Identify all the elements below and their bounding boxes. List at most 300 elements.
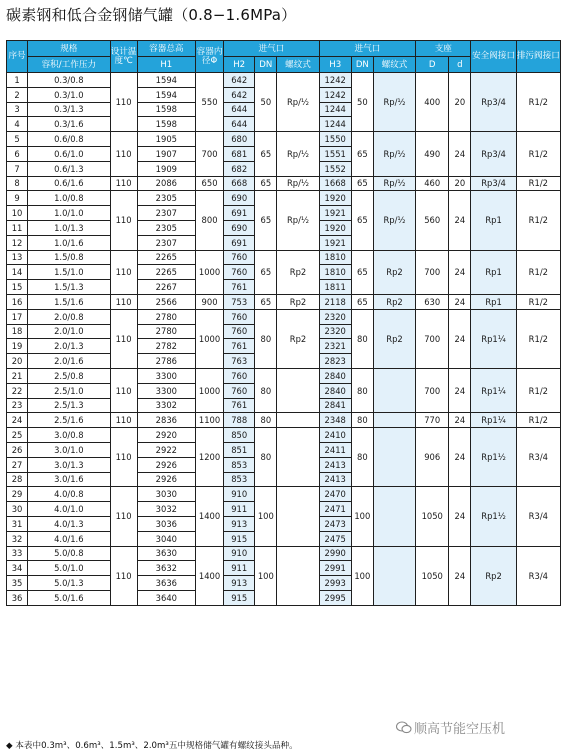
cell-safety-valve: Rp1 bbox=[471, 250, 516, 294]
cell-index: 23 bbox=[7, 398, 28, 413]
cell-thread-inlet bbox=[277, 368, 319, 412]
cell-inner-dia: 1400 bbox=[195, 487, 223, 546]
cell-index: 9 bbox=[7, 191, 28, 206]
cell-h3: 1810 bbox=[319, 250, 351, 265]
cell-support-d-big: 700 bbox=[416, 309, 449, 368]
header-design-temp: 设计温度℃ bbox=[110, 41, 137, 73]
cell-total-height: 2307 bbox=[137, 235, 195, 250]
cell-thread-outlet: Rp2 bbox=[373, 309, 415, 368]
cell-h3: 2470 bbox=[319, 487, 351, 502]
cell-dn-outlet: 65 bbox=[351, 191, 373, 250]
header-h3: H3 bbox=[319, 57, 351, 73]
cell-index: 19 bbox=[7, 339, 28, 354]
cell-design-temp: 110 bbox=[110, 309, 137, 368]
cell-spec: 2.0/0.8 bbox=[28, 309, 110, 324]
cell-total-height: 2305 bbox=[137, 220, 195, 235]
footnote: ◆ 本表中0.3m³、0.6m³、1.5m³、2.0m³五中规格储气罐有螺纹接头品种。 bbox=[6, 741, 298, 751]
cell-total-height: 2922 bbox=[137, 442, 195, 457]
cell-dn-inlet: 65 bbox=[255, 191, 277, 250]
cell-h2: 642 bbox=[224, 87, 255, 102]
cell-spec: 1.5/1.0 bbox=[28, 265, 110, 280]
cell-dn-outlet: 80 bbox=[351, 309, 373, 368]
cell-index: 4 bbox=[7, 117, 28, 132]
cell-h3: 2410 bbox=[319, 428, 351, 443]
cell-h2: 761 bbox=[224, 339, 255, 354]
cell-spec: 3.0/1.6 bbox=[28, 472, 110, 487]
cell-drain-valve: R1/2 bbox=[516, 294, 560, 309]
cell-support-d-big: 700 bbox=[416, 368, 449, 412]
cell-h3: 1811 bbox=[319, 280, 351, 295]
cell-total-height: 3300 bbox=[137, 368, 195, 383]
cell-dn-outlet: 80 bbox=[351, 368, 373, 412]
cell-design-temp: 110 bbox=[110, 250, 137, 294]
cell-total-height: 2265 bbox=[137, 265, 195, 280]
cell-dn-outlet: 80 bbox=[351, 413, 373, 428]
cell-thread-outlet: Rp/½ bbox=[373, 73, 415, 132]
cell-index: 18 bbox=[7, 324, 28, 339]
cell-h2: 691 bbox=[224, 206, 255, 221]
cell-h3: 1668 bbox=[319, 176, 351, 191]
cell-spec: 2.0/1.3 bbox=[28, 339, 110, 354]
spec-table bbox=[6, 40, 561, 606]
cell-h3: 2413 bbox=[319, 457, 351, 472]
cell-h2: 913 bbox=[224, 516, 255, 531]
cell-index: 31 bbox=[7, 516, 28, 531]
cell-inner-dia: 900 bbox=[195, 294, 223, 309]
cell-spec: 0.6/1.6 bbox=[28, 176, 110, 191]
cell-drain-valve: R1/2 bbox=[516, 176, 560, 191]
cell-index: 36 bbox=[7, 590, 28, 605]
cell-inner-dia: 800 bbox=[195, 191, 223, 250]
cell-h2: 911 bbox=[224, 561, 255, 576]
cell-index: 15 bbox=[7, 280, 28, 295]
cell-index: 32 bbox=[7, 531, 28, 546]
cell-total-height: 1905 bbox=[137, 132, 195, 147]
cell-index: 26 bbox=[7, 442, 28, 457]
cell-h3: 2320 bbox=[319, 309, 351, 324]
cell-support-d-small: 24 bbox=[449, 294, 471, 309]
cell-index: 8 bbox=[7, 176, 28, 191]
cell-index: 17 bbox=[7, 309, 28, 324]
cell-spec: 1.5/1.3 bbox=[28, 280, 110, 295]
cell-thread-outlet: Rp/½ bbox=[373, 191, 415, 250]
cell-h3: 1242 bbox=[319, 73, 351, 88]
cell-h2: 761 bbox=[224, 280, 255, 295]
header-drain-valve: 排污阀接口 bbox=[516, 41, 560, 73]
cell-h3: 2823 bbox=[319, 354, 351, 369]
cell-dn-outlet: 80 bbox=[351, 428, 373, 487]
cell-support-d-small: 24 bbox=[449, 191, 471, 250]
cell-inner-dia: 550 bbox=[195, 73, 223, 132]
cell-h2: 668 bbox=[224, 176, 255, 191]
cell-h3: 2413 bbox=[319, 472, 351, 487]
cell-dn-outlet: 100 bbox=[351, 487, 373, 546]
cell-index: 28 bbox=[7, 472, 28, 487]
cell-dn-outlet: 65 bbox=[351, 132, 373, 176]
cell-total-height: 2780 bbox=[137, 309, 195, 324]
cell-h2: 910 bbox=[224, 546, 255, 561]
cell-support-d-small: 24 bbox=[449, 309, 471, 368]
cell-support-d-big: 630 bbox=[416, 294, 449, 309]
cell-h3: 1920 bbox=[319, 191, 351, 206]
cell-safety-valve: Rp1 bbox=[471, 294, 516, 309]
cell-spec: 3.0/0.8 bbox=[28, 428, 110, 443]
cell-drain-valve: R1/2 bbox=[516, 250, 560, 294]
cell-inner-dia: 1000 bbox=[195, 309, 223, 368]
cell-spec: 5.0/1.6 bbox=[28, 590, 110, 605]
cell-spec: 2.0/1.6 bbox=[28, 354, 110, 369]
cell-index: 25 bbox=[7, 428, 28, 443]
table-row bbox=[7, 176, 561, 191]
cell-index: 33 bbox=[7, 546, 28, 561]
cell-total-height: 3630 bbox=[137, 546, 195, 561]
cell-dn-inlet: 80 bbox=[255, 413, 277, 428]
header-dn-inlet: DN bbox=[255, 57, 277, 73]
cell-index: 14 bbox=[7, 265, 28, 280]
cell-support-d-small: 20 bbox=[449, 73, 471, 132]
cell-support-d-big: 400 bbox=[416, 73, 449, 132]
cell-spec: 2.5/1.0 bbox=[28, 383, 110, 398]
cell-index: 24 bbox=[7, 413, 28, 428]
cell-h2: 760 bbox=[224, 368, 255, 383]
cell-drain-valve: R3/4 bbox=[516, 487, 560, 546]
cell-total-height: 1907 bbox=[137, 146, 195, 161]
cell-support-d-big: 1050 bbox=[416, 546, 449, 605]
cell-spec: 0.3/0.8 bbox=[28, 73, 110, 88]
cell-total-height: 2086 bbox=[137, 176, 195, 191]
cell-thread-inlet bbox=[277, 413, 319, 428]
cell-h3: 2993 bbox=[319, 576, 351, 591]
cell-thread-outlet bbox=[373, 487, 415, 546]
cell-h3: 2320 bbox=[319, 324, 351, 339]
cell-thread-inlet: Rp/½ bbox=[277, 191, 319, 250]
cell-total-height: 1598 bbox=[137, 117, 195, 132]
header-support-d-big: D bbox=[416, 57, 449, 73]
cell-thread-outlet: Rp/½ bbox=[373, 176, 415, 191]
cell-drain-valve: R3/4 bbox=[516, 546, 560, 605]
header-h2: H2 bbox=[224, 57, 255, 73]
cell-h2: 690 bbox=[224, 191, 255, 206]
cell-spec: 1.0/1.6 bbox=[28, 235, 110, 250]
table-row bbox=[7, 546, 561, 561]
cell-spec: 3.0/1.3 bbox=[28, 457, 110, 472]
cell-thread-outlet: Rp/½ bbox=[373, 132, 415, 176]
cell-support-d-big: 700 bbox=[416, 250, 449, 294]
cell-inner-dia: 650 bbox=[195, 176, 223, 191]
cell-drain-valve: R3/4 bbox=[516, 428, 560, 487]
header-support-d-small: d bbox=[449, 57, 471, 73]
cell-index: 21 bbox=[7, 368, 28, 383]
cell-h3: 1244 bbox=[319, 102, 351, 117]
cell-spec: 2.5/0.8 bbox=[28, 368, 110, 383]
cell-h3: 1242 bbox=[319, 87, 351, 102]
cell-h2: 763 bbox=[224, 354, 255, 369]
cell-support-d-big: 460 bbox=[416, 176, 449, 191]
cell-index: 5 bbox=[7, 132, 28, 147]
cell-total-height: 2786 bbox=[137, 354, 195, 369]
cell-spec: 1.0/1.3 bbox=[28, 220, 110, 235]
cell-index: 11 bbox=[7, 220, 28, 235]
cell-drain-valve: R1/2 bbox=[516, 191, 560, 250]
cell-total-height: 2782 bbox=[137, 339, 195, 354]
cell-support-d-big: 560 bbox=[416, 191, 449, 250]
cell-safety-valve: Rp1¼ bbox=[471, 309, 516, 368]
cell-thread-inlet: Rp2 bbox=[277, 250, 319, 294]
cell-spec: 0.3/1.6 bbox=[28, 117, 110, 132]
cell-spec: 3.0/1.0 bbox=[28, 442, 110, 457]
cell-spec: 1.5/1.6 bbox=[28, 294, 110, 309]
cell-thread-outlet bbox=[373, 413, 415, 428]
cell-drain-valve: R1/2 bbox=[516, 73, 560, 132]
cell-safety-valve: Rp1¼ bbox=[471, 368, 516, 412]
cell-h3: 2991 bbox=[319, 561, 351, 576]
cell-spec: 0.6/1.3 bbox=[28, 161, 110, 176]
cell-index: 2 bbox=[7, 87, 28, 102]
cell-spec: 5.0/1.3 bbox=[28, 576, 110, 591]
cell-index: 12 bbox=[7, 235, 28, 250]
cell-h3: 2840 bbox=[319, 368, 351, 383]
cell-support-d-big: 906 bbox=[416, 428, 449, 487]
cell-design-temp: 110 bbox=[110, 294, 137, 309]
cell-index: 16 bbox=[7, 294, 28, 309]
header-safety-valve: 安全阀接口 bbox=[471, 41, 516, 73]
cell-h3: 1921 bbox=[319, 235, 351, 250]
cell-safety-valve: Rp3/4 bbox=[471, 73, 516, 132]
cell-support-d-small: 24 bbox=[449, 413, 471, 428]
cell-total-height: 2305 bbox=[137, 191, 195, 206]
cell-h3: 2321 bbox=[319, 339, 351, 354]
cell-design-temp: 110 bbox=[110, 487, 137, 546]
cell-index: 6 bbox=[7, 146, 28, 161]
cell-index: 1 bbox=[7, 73, 28, 88]
cell-design-temp: 110 bbox=[110, 191, 137, 250]
table-row bbox=[7, 368, 561, 383]
cell-thread-inlet bbox=[277, 428, 319, 487]
cell-total-height: 2780 bbox=[137, 324, 195, 339]
cell-spec: 1.5/0.8 bbox=[28, 250, 110, 265]
cell-dn-outlet: 100 bbox=[351, 546, 373, 605]
cell-dn-inlet: 80 bbox=[255, 428, 277, 487]
cell-h2: 682 bbox=[224, 161, 255, 176]
header-dn-outlet: DN bbox=[351, 57, 373, 73]
cell-spec: 4.0/0.8 bbox=[28, 487, 110, 502]
header-inlet: 进气口 bbox=[224, 41, 320, 57]
cell-support-d-big: 1050 bbox=[416, 487, 449, 546]
table-row bbox=[7, 487, 561, 502]
cell-h2: 910 bbox=[224, 487, 255, 502]
table-row bbox=[7, 294, 561, 309]
page-title: 碳素钢和低合金钢储气罐（0.8−1.6MPa） bbox=[6, 6, 297, 24]
cell-dn-inlet: 80 bbox=[255, 368, 277, 412]
cell-spec: 1.0/1.0 bbox=[28, 206, 110, 221]
cell-spec: 5.0/1.0 bbox=[28, 561, 110, 576]
cell-spec: 2.5/1.3 bbox=[28, 398, 110, 413]
cell-total-height: 2926 bbox=[137, 457, 195, 472]
cell-h3: 1810 bbox=[319, 265, 351, 280]
cell-total-height: 3632 bbox=[137, 561, 195, 576]
cell-total-height: 3302 bbox=[137, 398, 195, 413]
cell-h2: 788 bbox=[224, 413, 255, 428]
cell-h3: 2841 bbox=[319, 398, 351, 413]
cell-support-d-small: 24 bbox=[449, 546, 471, 605]
cell-thread-outlet bbox=[373, 546, 415, 605]
cell-drain-valve: R1/2 bbox=[516, 413, 560, 428]
cell-inner-dia: 700 bbox=[195, 132, 223, 176]
cell-safety-valve: Rp1½ bbox=[471, 428, 516, 487]
cell-dn-inlet: 100 bbox=[255, 546, 277, 605]
cell-safety-valve: Rp2 bbox=[471, 546, 516, 605]
wechat-icon bbox=[396, 721, 412, 738]
cell-safety-valve: Rp3/4 bbox=[471, 176, 516, 191]
cell-h2: 760 bbox=[224, 324, 255, 339]
cell-h2: 644 bbox=[224, 102, 255, 117]
cell-h2: 760 bbox=[224, 309, 255, 324]
table-row bbox=[7, 309, 561, 324]
cell-spec: 4.0/1.3 bbox=[28, 516, 110, 531]
header-outlet: 进气口 bbox=[319, 41, 416, 57]
cell-support-d-small: 24 bbox=[449, 132, 471, 176]
cell-h2: 753 bbox=[224, 294, 255, 309]
cell-support-d-small: 24 bbox=[449, 428, 471, 487]
cell-safety-valve: Rp3/4 bbox=[471, 132, 516, 176]
cell-inner-dia: 1200 bbox=[195, 428, 223, 487]
cell-spec: 4.0/1.0 bbox=[28, 502, 110, 517]
cell-total-height: 1594 bbox=[137, 73, 195, 88]
header-index: 序号 bbox=[7, 41, 28, 73]
cell-total-height: 2926 bbox=[137, 472, 195, 487]
cell-inner-dia: 1000 bbox=[195, 368, 223, 412]
watermark bbox=[396, 718, 505, 738]
cell-inner-dia: 1100 bbox=[195, 413, 223, 428]
header-thread-inlet: 螺纹式 bbox=[277, 57, 319, 73]
header-total-height-sub: H1 bbox=[137, 57, 195, 73]
cell-design-temp: 110 bbox=[110, 176, 137, 191]
table-row bbox=[7, 132, 561, 147]
cell-thread-inlet bbox=[277, 487, 319, 546]
cell-index: 22 bbox=[7, 383, 28, 398]
cell-total-height: 3300 bbox=[137, 383, 195, 398]
cell-index: 29 bbox=[7, 487, 28, 502]
cell-h2: 915 bbox=[224, 590, 255, 605]
cell-total-height: 1598 bbox=[137, 102, 195, 117]
cell-h2: 850 bbox=[224, 428, 255, 443]
cell-thread-outlet bbox=[373, 368, 415, 412]
cell-dn-inlet: 65 bbox=[255, 250, 277, 294]
cell-h3: 1550 bbox=[319, 132, 351, 147]
cell-h3: 2348 bbox=[319, 413, 351, 428]
cell-h2: 644 bbox=[224, 117, 255, 132]
cell-safety-valve: Rp1¼ bbox=[471, 413, 516, 428]
cell-h3: 2990 bbox=[319, 546, 351, 561]
cell-total-height: 2920 bbox=[137, 428, 195, 443]
cell-drain-valve: R1/2 bbox=[516, 309, 560, 368]
cell-h2: 690 bbox=[224, 220, 255, 235]
cell-spec: 1.0/0.8 bbox=[28, 191, 110, 206]
cell-spec: 2.5/1.6 bbox=[28, 413, 110, 428]
cell-support-d-big: 490 bbox=[416, 132, 449, 176]
cell-h3: 1920 bbox=[319, 220, 351, 235]
cell-design-temp: 110 bbox=[110, 132, 137, 176]
cell-h3: 2471 bbox=[319, 502, 351, 517]
cell-h2: 911 bbox=[224, 502, 255, 517]
cell-h3: 2473 bbox=[319, 516, 351, 531]
cell-thread-inlet bbox=[277, 546, 319, 605]
cell-total-height: 1909 bbox=[137, 161, 195, 176]
cell-design-temp: 110 bbox=[110, 428, 137, 487]
cell-h2: 851 bbox=[224, 442, 255, 457]
cell-h3: 1551 bbox=[319, 146, 351, 161]
table-row bbox=[7, 191, 561, 206]
cell-support-d-small: 24 bbox=[449, 250, 471, 294]
cell-thread-inlet: Rp/½ bbox=[277, 73, 319, 132]
cell-dn-inlet: 65 bbox=[255, 176, 277, 191]
table-body bbox=[7, 73, 561, 606]
cell-h2: 853 bbox=[224, 472, 255, 487]
cell-thread-outlet: Rp2 bbox=[373, 294, 415, 309]
cell-safety-valve: Rp1 bbox=[471, 191, 516, 250]
table-row bbox=[7, 73, 561, 88]
header-inner-dia: 容器内径Φ bbox=[195, 41, 223, 73]
cell-spec: 0.3/1.3 bbox=[28, 102, 110, 117]
cell-h2: 915 bbox=[224, 531, 255, 546]
cell-index: 34 bbox=[7, 561, 28, 576]
cell-spec: 2.0/1.0 bbox=[28, 324, 110, 339]
cell-h2: 680 bbox=[224, 132, 255, 147]
cell-h3: 2411 bbox=[319, 442, 351, 457]
cell-dn-inlet: 80 bbox=[255, 309, 277, 368]
cell-spec: 4.0/1.6 bbox=[28, 531, 110, 546]
cell-h2: 681 bbox=[224, 146, 255, 161]
cell-h3: 1552 bbox=[319, 161, 351, 176]
cell-drain-valve: R1/2 bbox=[516, 368, 560, 412]
cell-dn-outlet: 65 bbox=[351, 250, 373, 294]
cell-thread-outlet: Rp2 bbox=[373, 250, 415, 294]
cell-support-d-small: 24 bbox=[449, 487, 471, 546]
cell-total-height: 2566 bbox=[137, 294, 195, 309]
watermark-text: 顺高节能空压机 bbox=[414, 722, 506, 737]
cell-h2: 760 bbox=[224, 383, 255, 398]
table-row bbox=[7, 250, 561, 265]
header-thread-outlet: 螺纹式 bbox=[373, 57, 415, 73]
cell-dn-outlet: 65 bbox=[351, 176, 373, 191]
cell-thread-outlet bbox=[373, 428, 415, 487]
header-spec-sub: 容积/工作压力 bbox=[28, 57, 110, 73]
cell-h2: 642 bbox=[224, 73, 255, 88]
cell-drain-valve: R1/2 bbox=[516, 132, 560, 176]
cell-spec: 5.0/0.8 bbox=[28, 546, 110, 561]
cell-total-height: 2836 bbox=[137, 413, 195, 428]
cell-h3: 1244 bbox=[319, 117, 351, 132]
cell-h2: 760 bbox=[224, 265, 255, 280]
cell-h2: 760 bbox=[224, 250, 255, 265]
cell-thread-inlet: Rp2 bbox=[277, 309, 319, 368]
cell-index: 20 bbox=[7, 354, 28, 369]
table-row bbox=[7, 428, 561, 443]
cell-dn-inlet: 50 bbox=[255, 73, 277, 132]
cell-inner-dia: 1000 bbox=[195, 250, 223, 294]
cell-support-d-big: 770 bbox=[416, 413, 449, 428]
cell-thread-inlet: Rp/½ bbox=[277, 132, 319, 176]
cell-support-d-small: 20 bbox=[449, 176, 471, 191]
cell-h3: 1921 bbox=[319, 206, 351, 221]
cell-index: 13 bbox=[7, 250, 28, 265]
cell-index: 35 bbox=[7, 576, 28, 591]
cell-design-temp: 110 bbox=[110, 368, 137, 412]
cell-thread-inlet: Rp2 bbox=[277, 294, 319, 309]
cell-h3: 2118 bbox=[319, 294, 351, 309]
cell-design-temp: 110 bbox=[110, 546, 137, 605]
header-support: 支座 bbox=[416, 41, 471, 57]
